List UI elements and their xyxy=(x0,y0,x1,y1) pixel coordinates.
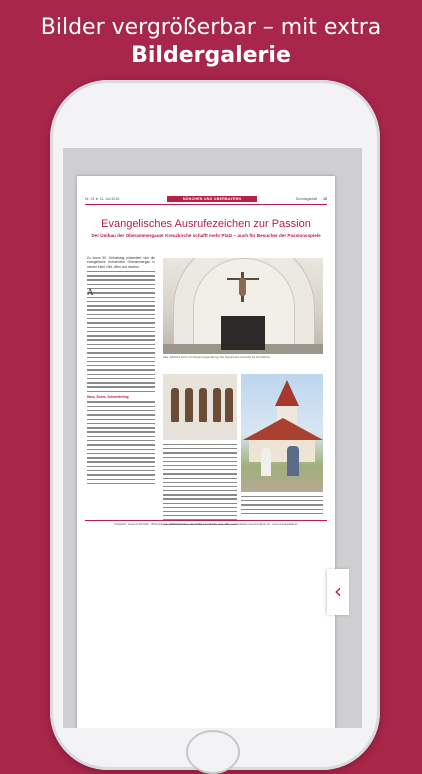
article-subtitle: Der Umbau der Oberammergauer Kreuzkirche schafft mehr Platz – auch für Besucher der Passionsspiele xyxy=(91,233,321,238)
article-title: Evangelisches Ausrufezeichen zur Passion xyxy=(101,218,311,230)
article-intro: Zu ihrem 90. Geburtstag präsentiert sich die evangelische Kreuzkirche Oberammergau in neuem Kleid. Hell, offen und modern. xyxy=(87,256,155,269)
section-label: MÜNCHEN UND OBERBAYERN xyxy=(167,196,257,202)
promo-headline xyxy=(0,14,422,70)
brand-label: Sonntagsblatt xyxy=(295,197,317,201)
article-column-3 xyxy=(241,496,323,517)
next-page-button[interactable] xyxy=(327,569,349,615)
issue-info: Nr. 24 ★ 14. Juli 2018 xyxy=(85,197,120,201)
page-number: 15 xyxy=(323,197,327,201)
app-screen xyxy=(63,148,362,728)
body-text-block xyxy=(87,271,155,285)
magazine-page[interactable] xyxy=(77,176,335,728)
article-subhead: Hass, Sturm, Schmetterling xyxy=(87,395,129,400)
page-footer: Redaktion: Susanne Schröder · Birkenleite 22 · 80939 München · Tel. (0 89) 1 21 72-160 · Fax -159 · sonntagsblatt-muenchen@epv.de · www.sonntagsblatt.de xyxy=(85,520,327,526)
photo-carved-figures[interactable] xyxy=(163,374,237,440)
article-column-1 xyxy=(87,256,155,487)
article-column-2 xyxy=(163,444,237,528)
photo-caption: Altar, Schlichte Kunst mit Oberammergau-Bezug: Die Figurenreihe schmückt die Kreuzkirche. xyxy=(163,356,271,359)
running-header xyxy=(85,196,327,205)
photo-church-exterior[interactable] xyxy=(241,374,323,492)
chevron-left-icon: ‹ xyxy=(334,579,342,603)
photo-church-interior[interactable] xyxy=(163,258,323,354)
drop-cap: A xyxy=(87,287,94,298)
home-button[interactable] xyxy=(186,730,240,774)
body-text-block xyxy=(87,288,155,392)
body-text-block xyxy=(87,401,155,484)
headline-line-1: Bilder vergrößerbar – mit extra xyxy=(40,15,382,40)
headline-line-2: Bildergalerie xyxy=(131,43,291,68)
